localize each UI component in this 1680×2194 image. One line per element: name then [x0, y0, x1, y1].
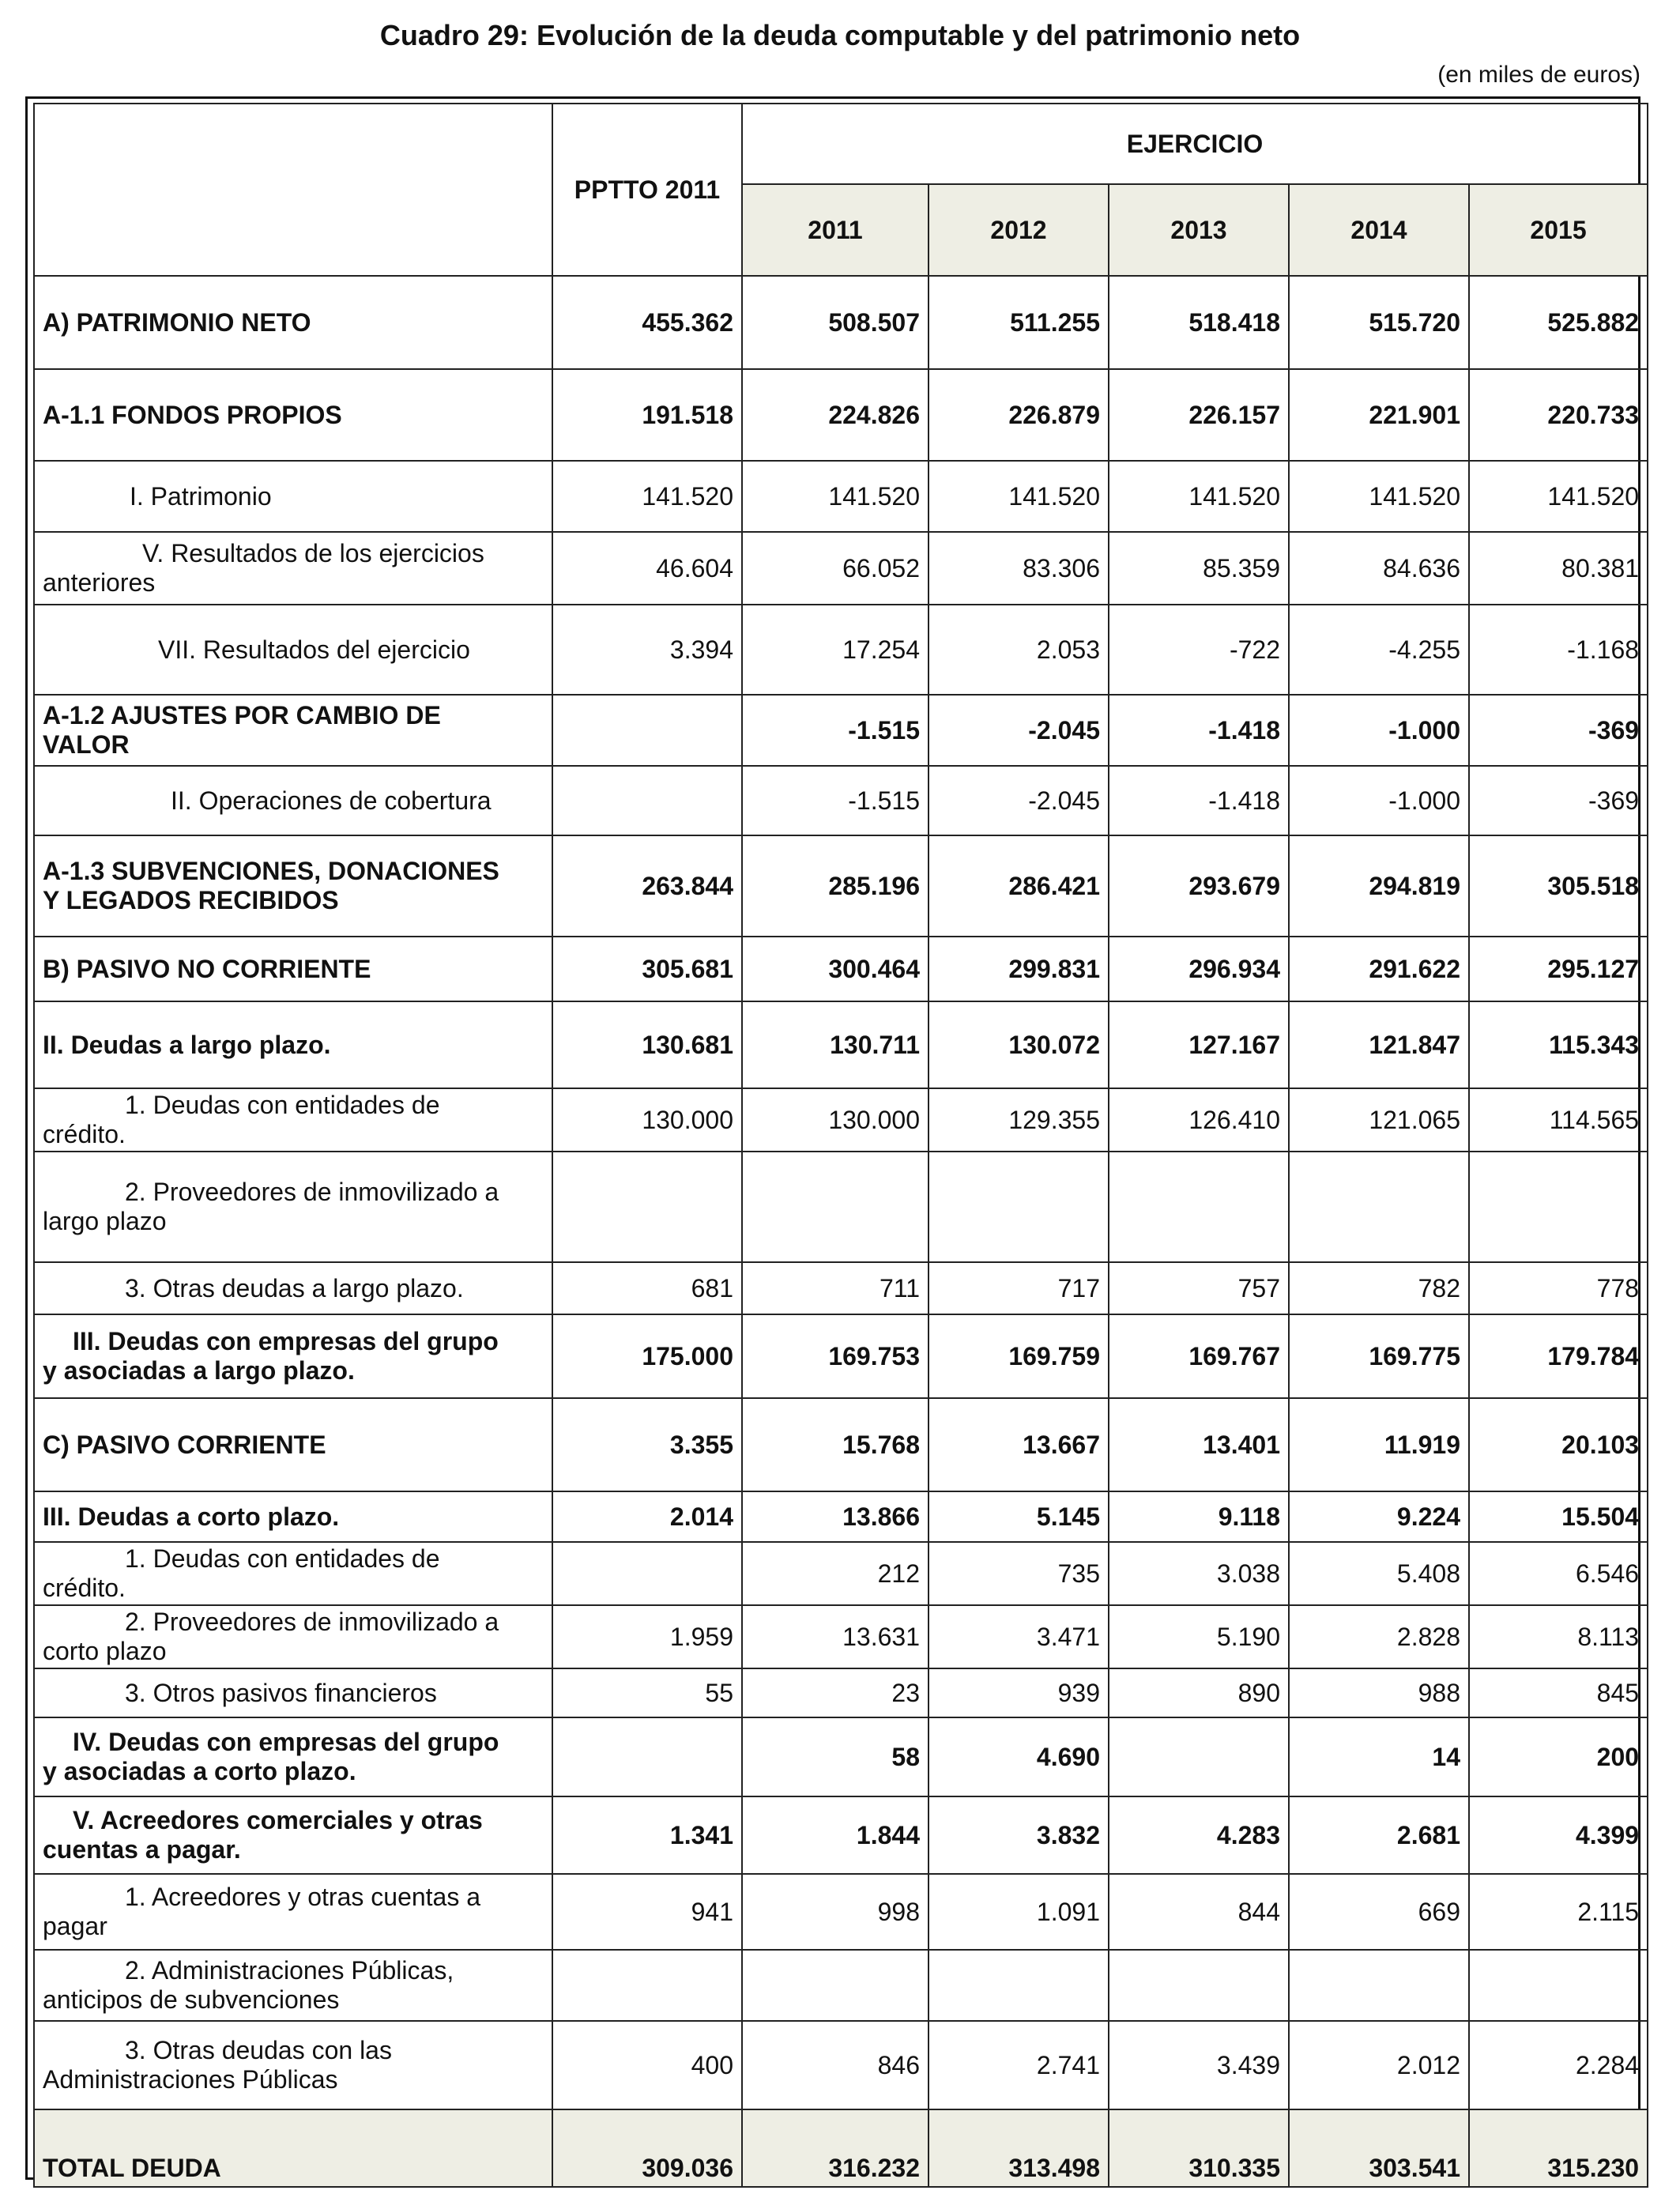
- value-cell: 941: [552, 1874, 742, 1950]
- value-cell: 1.341: [552, 1796, 742, 1874]
- value-cell: 2.741: [929, 2021, 1109, 2109]
- row-label: [34, 1950, 552, 2021]
- value-cell: 114.565: [1469, 1088, 1648, 1152]
- table-row: [34, 1717, 1648, 1796]
- value-cell: 5.145: [929, 1491, 1109, 1542]
- value-cell: -369: [1469, 695, 1648, 766]
- table-row: [34, 1950, 1648, 2021]
- value-cell: 55: [552, 1668, 742, 1717]
- value-cell: 169.759: [929, 1314, 1109, 1398]
- value-cell: 669: [1289, 1874, 1469, 1950]
- value-cell: 66.052: [742, 532, 929, 605]
- row-label: [34, 461, 552, 532]
- value-cell: 224.826: [742, 369, 929, 461]
- value-cell: 291.622: [1289, 937, 1469, 1001]
- row-label-line: Y LEGADOS RECIBIDOS: [43, 886, 339, 914]
- value-cell: 11.919: [1289, 1398, 1469, 1491]
- value-cell: 3.038: [1109, 1542, 1289, 1605]
- value-cell: 13.667: [929, 1398, 1109, 1491]
- value-cell: 295.127: [1469, 937, 1648, 1001]
- value-cell: 293.679: [1109, 835, 1289, 937]
- value-cell: [742, 1950, 929, 2021]
- value-cell: 3.355: [552, 1398, 742, 1491]
- value-cell: 83.306: [929, 532, 1109, 605]
- row-label-line: anteriores: [43, 568, 156, 597]
- row-label: [34, 1796, 552, 1874]
- table-row: [34, 1398, 1648, 1491]
- header-year: 2014: [1289, 184, 1469, 276]
- value-cell: 285.196: [742, 835, 929, 937]
- row-label: [34, 1001, 552, 1088]
- value-cell: 455.362: [552, 276, 742, 369]
- value-cell: -369: [1469, 766, 1648, 835]
- row-label-line: cuentas a pagar.: [43, 1835, 241, 1864]
- value-cell: 200: [1469, 1717, 1648, 1796]
- value-cell: 2.053: [929, 605, 1109, 695]
- value-cell: 5.190: [1109, 1605, 1289, 1668]
- row-label: [34, 1605, 552, 1668]
- value-cell: 14: [1289, 1717, 1469, 1796]
- value-cell: 4.399: [1469, 1796, 1648, 1874]
- table-row: [34, 1088, 1648, 1152]
- row-label: [34, 1717, 552, 1796]
- value-cell: [1109, 1717, 1289, 1796]
- row-label: [34, 937, 552, 1001]
- row-label-line: A) PATRIMONIO NETO: [43, 307, 311, 337]
- value-cell: 129.355: [929, 1088, 1109, 1152]
- row-label-line: III. Deudas a corto plazo.: [43, 1502, 340, 1531]
- value-cell: 1.959: [552, 1605, 742, 1668]
- table-row: [34, 1152, 1648, 1262]
- row-label-line: 3. Otras deudas con las: [125, 2036, 392, 2064]
- table-row: [34, 1542, 1648, 1605]
- row-label-line: C) PASIVO CORRIENTE: [43, 1430, 326, 1459]
- value-cell: 130.000: [552, 1088, 742, 1152]
- value-cell: 9.224: [1289, 1491, 1469, 1542]
- value-cell: 299.831: [929, 937, 1109, 1001]
- row-label-line: crédito.: [43, 1574, 126, 1602]
- value-cell: 9.118: [1109, 1491, 1289, 1542]
- value-cell: 294.819: [1289, 835, 1469, 937]
- value-cell: 296.934: [1109, 937, 1289, 1001]
- value-cell: 313.498: [929, 2109, 1109, 2187]
- value-cell: -1.000: [1289, 766, 1469, 835]
- value-cell: 6.546: [1469, 1542, 1648, 1605]
- table-row: [34, 835, 1648, 937]
- header-year: 2013: [1109, 184, 1289, 276]
- table-row: [34, 1262, 1648, 1314]
- row-label: [34, 1542, 552, 1605]
- header-ejercicio: EJERCICIO: [742, 104, 1648, 184]
- value-cell: -1.168: [1469, 605, 1648, 695]
- value-cell: 511.255: [929, 276, 1109, 369]
- row-label-line: 2. Administraciones Públicas,: [125, 1956, 454, 1985]
- table-row: [34, 276, 1648, 369]
- value-cell: 191.518: [552, 369, 742, 461]
- value-cell: 3.471: [929, 1605, 1109, 1668]
- value-cell: 845: [1469, 1668, 1648, 1717]
- value-cell: 508.507: [742, 276, 929, 369]
- table-row: [34, 2109, 1648, 2187]
- row-label-line: 2. Proveedores de inmovilizado a: [125, 1178, 499, 1206]
- value-cell: [742, 1152, 929, 1262]
- value-cell: [552, 1950, 742, 2021]
- header-budget: PPTTO 2011: [552, 104, 742, 276]
- row-label-line: 3. Otras deudas a largo plazo.: [125, 1273, 464, 1302]
- value-cell: 141.520: [742, 461, 929, 532]
- value-cell: -1.515: [742, 766, 929, 835]
- page-title: Cuadro 29: Evolución de la deuda computable y del patrimonio neto: [379, 19, 1301, 51]
- value-cell: [1289, 1152, 1469, 1262]
- row-label-line: IV. Deudas con empresas del grupo: [73, 1728, 499, 1756]
- row-label-line: VALOR: [43, 730, 130, 759]
- value-cell: [552, 766, 742, 835]
- value-cell: 127.167: [1109, 1001, 1289, 1088]
- value-cell: 757: [1109, 1262, 1289, 1314]
- value-cell: 15.768: [742, 1398, 929, 1491]
- value-cell: -1.418: [1109, 766, 1289, 835]
- value-cell: 3.439: [1109, 2021, 1289, 2109]
- value-cell: 2.012: [1289, 2021, 1469, 2109]
- row-label: [34, 1874, 552, 1950]
- value-cell: 316.232: [742, 2109, 929, 2187]
- value-cell: [929, 1950, 1109, 2021]
- row-label-line: 1. Deudas con entidades de: [125, 1091, 440, 1119]
- value-cell: 46.604: [552, 532, 742, 605]
- value-cell: 13.631: [742, 1605, 929, 1668]
- value-cell: 126.410: [1109, 1088, 1289, 1152]
- row-label-line: pagar: [43, 1912, 107, 1940]
- row-label-line: II. Operaciones de cobertura: [171, 786, 492, 815]
- header-year: 2015: [1469, 184, 1648, 276]
- value-cell: 263.844: [552, 835, 742, 937]
- value-cell: 2.115: [1469, 1874, 1648, 1950]
- value-cell: 1.091: [929, 1874, 1109, 1950]
- debt-table: [33, 103, 1648, 2188]
- row-label: [34, 695, 552, 766]
- table-row: [34, 605, 1648, 695]
- value-cell: 141.520: [1469, 461, 1648, 532]
- value-cell: 130.072: [929, 1001, 1109, 1088]
- table-row: [34, 1796, 1648, 1874]
- row-label-line: III. Deudas con empresas del grupo: [73, 1327, 499, 1355]
- row-label-line: VII. Resultados del ejercicio: [158, 635, 470, 664]
- row-label-line: crédito.: [43, 1120, 126, 1148]
- value-cell: [1289, 1950, 1469, 2021]
- row-label-line: largo plazo: [43, 1207, 167, 1235]
- row-label-line: corto plazo: [43, 1637, 167, 1665]
- value-cell: 939: [929, 1668, 1109, 1717]
- row-label: [34, 1668, 552, 1717]
- table-row: [34, 766, 1648, 835]
- value-cell: 681: [552, 1262, 742, 1314]
- value-cell: 169.775: [1289, 1314, 1469, 1398]
- value-cell: 305.518: [1469, 835, 1648, 937]
- value-cell: 315.230: [1469, 2109, 1648, 2187]
- value-cell: 80.381: [1469, 532, 1648, 605]
- value-cell: 2.014: [552, 1491, 742, 1542]
- value-cell: 3.394: [552, 605, 742, 695]
- value-cell: -2.045: [929, 766, 1109, 835]
- value-cell: 309.036: [552, 2109, 742, 2187]
- value-cell: -1.515: [742, 695, 929, 766]
- value-cell: -1.418: [1109, 695, 1289, 766]
- value-cell: 13.866: [742, 1491, 929, 1542]
- header-year: 2012: [929, 184, 1109, 276]
- value-cell: [552, 1542, 742, 1605]
- row-label-line: II. Deudas a largo plazo.: [43, 1030, 331, 1059]
- row-label-line: y asociadas a largo plazo.: [43, 1356, 355, 1385]
- value-cell: 20.103: [1469, 1398, 1648, 1491]
- table-row: [34, 1001, 1648, 1088]
- header-corner: [34, 104, 552, 276]
- row-label-line: A-1.2 AJUSTES POR CAMBIO DE: [43, 701, 441, 729]
- row-label-line: TOTAL DEUDA: [43, 2154, 221, 2182]
- value-cell: 890: [1109, 1668, 1289, 1717]
- value-cell: [1109, 1950, 1289, 2021]
- value-cell: [1469, 1152, 1648, 1262]
- row-label-line: y asociadas a corto plazo.: [43, 1757, 356, 1785]
- value-cell: -2.045: [929, 695, 1109, 766]
- value-cell: 2.681: [1289, 1796, 1469, 1874]
- value-cell: 515.720: [1289, 276, 1469, 369]
- row-label: [34, 1314, 552, 1398]
- value-cell: 17.254: [742, 605, 929, 695]
- value-cell: [552, 695, 742, 766]
- value-cell: 84.636: [1289, 532, 1469, 605]
- row-label: [34, 605, 552, 695]
- value-cell: 121.847: [1289, 1001, 1469, 1088]
- value-cell: 169.767: [1109, 1314, 1289, 1398]
- table-row: [34, 1605, 1648, 1668]
- table-row: [34, 532, 1648, 605]
- value-cell: [1469, 1950, 1648, 2021]
- value-cell: 3.832: [929, 1796, 1109, 1874]
- value-cell: 303.541: [1289, 2109, 1469, 2187]
- row-label: [34, 1398, 552, 1491]
- table-row: [34, 937, 1648, 1001]
- value-cell: 121.065: [1289, 1088, 1469, 1152]
- value-cell: 300.464: [742, 937, 929, 1001]
- value-cell: 844: [1109, 1874, 1289, 1950]
- value-cell: 400: [552, 2021, 742, 2109]
- value-cell: 130.681: [552, 1001, 742, 1088]
- value-cell: 778: [1469, 1262, 1648, 1314]
- value-cell: 988: [1289, 1668, 1469, 1717]
- value-cell: 179.784: [1469, 1314, 1648, 1398]
- row-label-line: Administraciones Públicas: [43, 2065, 338, 2094]
- row-label: [34, 532, 552, 605]
- value-cell: -4.255: [1289, 605, 1469, 695]
- value-cell: [552, 1152, 742, 1262]
- value-cell: 717: [929, 1262, 1109, 1314]
- row-label: [34, 369, 552, 461]
- value-cell: 286.421: [929, 835, 1109, 937]
- value-cell: [1109, 1152, 1289, 1262]
- header-year: 2011: [742, 184, 929, 276]
- value-cell: 305.681: [552, 937, 742, 1001]
- row-label-line: V. Acreedores comerciales y otras: [73, 1806, 483, 1834]
- value-cell: [552, 1717, 742, 1796]
- row-label: [34, 2109, 552, 2187]
- value-cell: 212: [742, 1542, 929, 1605]
- row-label: [34, 1262, 552, 1314]
- value-cell: 141.520: [1289, 461, 1469, 532]
- row-label: [34, 276, 552, 369]
- value-cell: 711: [742, 1262, 929, 1314]
- value-cell: 4.690: [929, 1717, 1109, 1796]
- row-label-line: 1. Deudas con entidades de: [125, 1544, 440, 1573]
- value-cell: 998: [742, 1874, 929, 1950]
- value-cell: 525.882: [1469, 276, 1648, 369]
- row-label: [34, 1088, 552, 1152]
- value-cell: -722: [1109, 605, 1289, 695]
- table-row: [34, 2021, 1648, 2109]
- value-cell: 220.733: [1469, 369, 1648, 461]
- table-row: [34, 1314, 1648, 1398]
- value-cell: 85.359: [1109, 532, 1289, 605]
- value-cell: 4.283: [1109, 1796, 1289, 1874]
- row-label-line: I. Patrimonio: [130, 481, 272, 511]
- row-label-line: anticipos de subvenciones: [43, 1985, 340, 2014]
- value-cell: 130.711: [742, 1001, 929, 1088]
- value-cell: [929, 1152, 1109, 1262]
- row-label-line: 2. Proveedores de inmovilizado a: [125, 1608, 499, 1636]
- value-cell: 130.000: [742, 1088, 929, 1152]
- value-cell: 518.418: [1109, 276, 1289, 369]
- table-row: [34, 1668, 1648, 1717]
- value-cell: 5.408: [1289, 1542, 1469, 1605]
- value-cell: 175.000: [552, 1314, 742, 1398]
- row-label-line: 1. Acreedores y otras cuentas a: [125, 1883, 481, 1911]
- value-cell: 13.401: [1109, 1398, 1289, 1491]
- table-row: [34, 695, 1648, 766]
- row-label-line: 3. Otros pasivos financieros: [125, 1678, 437, 1707]
- value-cell: 2.284: [1469, 2021, 1648, 2109]
- value-cell: 169.753: [742, 1314, 929, 1398]
- row-label: [34, 1152, 552, 1262]
- value-cell: 735: [929, 1542, 1109, 1605]
- value-cell: 310.335: [1109, 2109, 1289, 2187]
- row-label: [34, 1491, 552, 1542]
- row-label: [34, 835, 552, 937]
- value-cell: 2.828: [1289, 1605, 1469, 1668]
- value-cell: 8.113: [1469, 1605, 1648, 1668]
- value-cell: -1.000: [1289, 695, 1469, 766]
- row-label: [34, 766, 552, 835]
- value-cell: 221.901: [1289, 369, 1469, 461]
- table-row: [34, 461, 1648, 532]
- table-row: [34, 1491, 1648, 1542]
- unit-note: (en miles de euros): [1437, 62, 1640, 88]
- row-label-line: V. Resultados de los ejercicios: [142, 539, 484, 567]
- row-label-line: A-1.3 SUBVENCIONES, DONACIONES: [43, 857, 499, 885]
- value-cell: 226.879: [929, 369, 1109, 461]
- value-cell: 141.520: [929, 461, 1109, 532]
- row-label: [34, 2021, 552, 2109]
- value-cell: 782: [1289, 1262, 1469, 1314]
- value-cell: 1.844: [742, 1796, 929, 1874]
- value-cell: 115.343: [1469, 1001, 1648, 1088]
- value-cell: 226.157: [1109, 369, 1289, 461]
- value-cell: 58: [742, 1717, 929, 1796]
- row-label-line: B) PASIVO NO CORRIENTE: [43, 954, 371, 983]
- value-cell: 15.504: [1469, 1491, 1648, 1542]
- value-cell: 141.520: [552, 461, 742, 532]
- row-label-line: A-1.1 FONDOS PROPIOS: [43, 400, 342, 429]
- value-cell: 23: [742, 1668, 929, 1717]
- table-row: [34, 369, 1648, 461]
- table-row: [34, 1874, 1648, 1950]
- value-cell: 141.520: [1109, 461, 1289, 532]
- value-cell: 846: [742, 2021, 929, 2109]
